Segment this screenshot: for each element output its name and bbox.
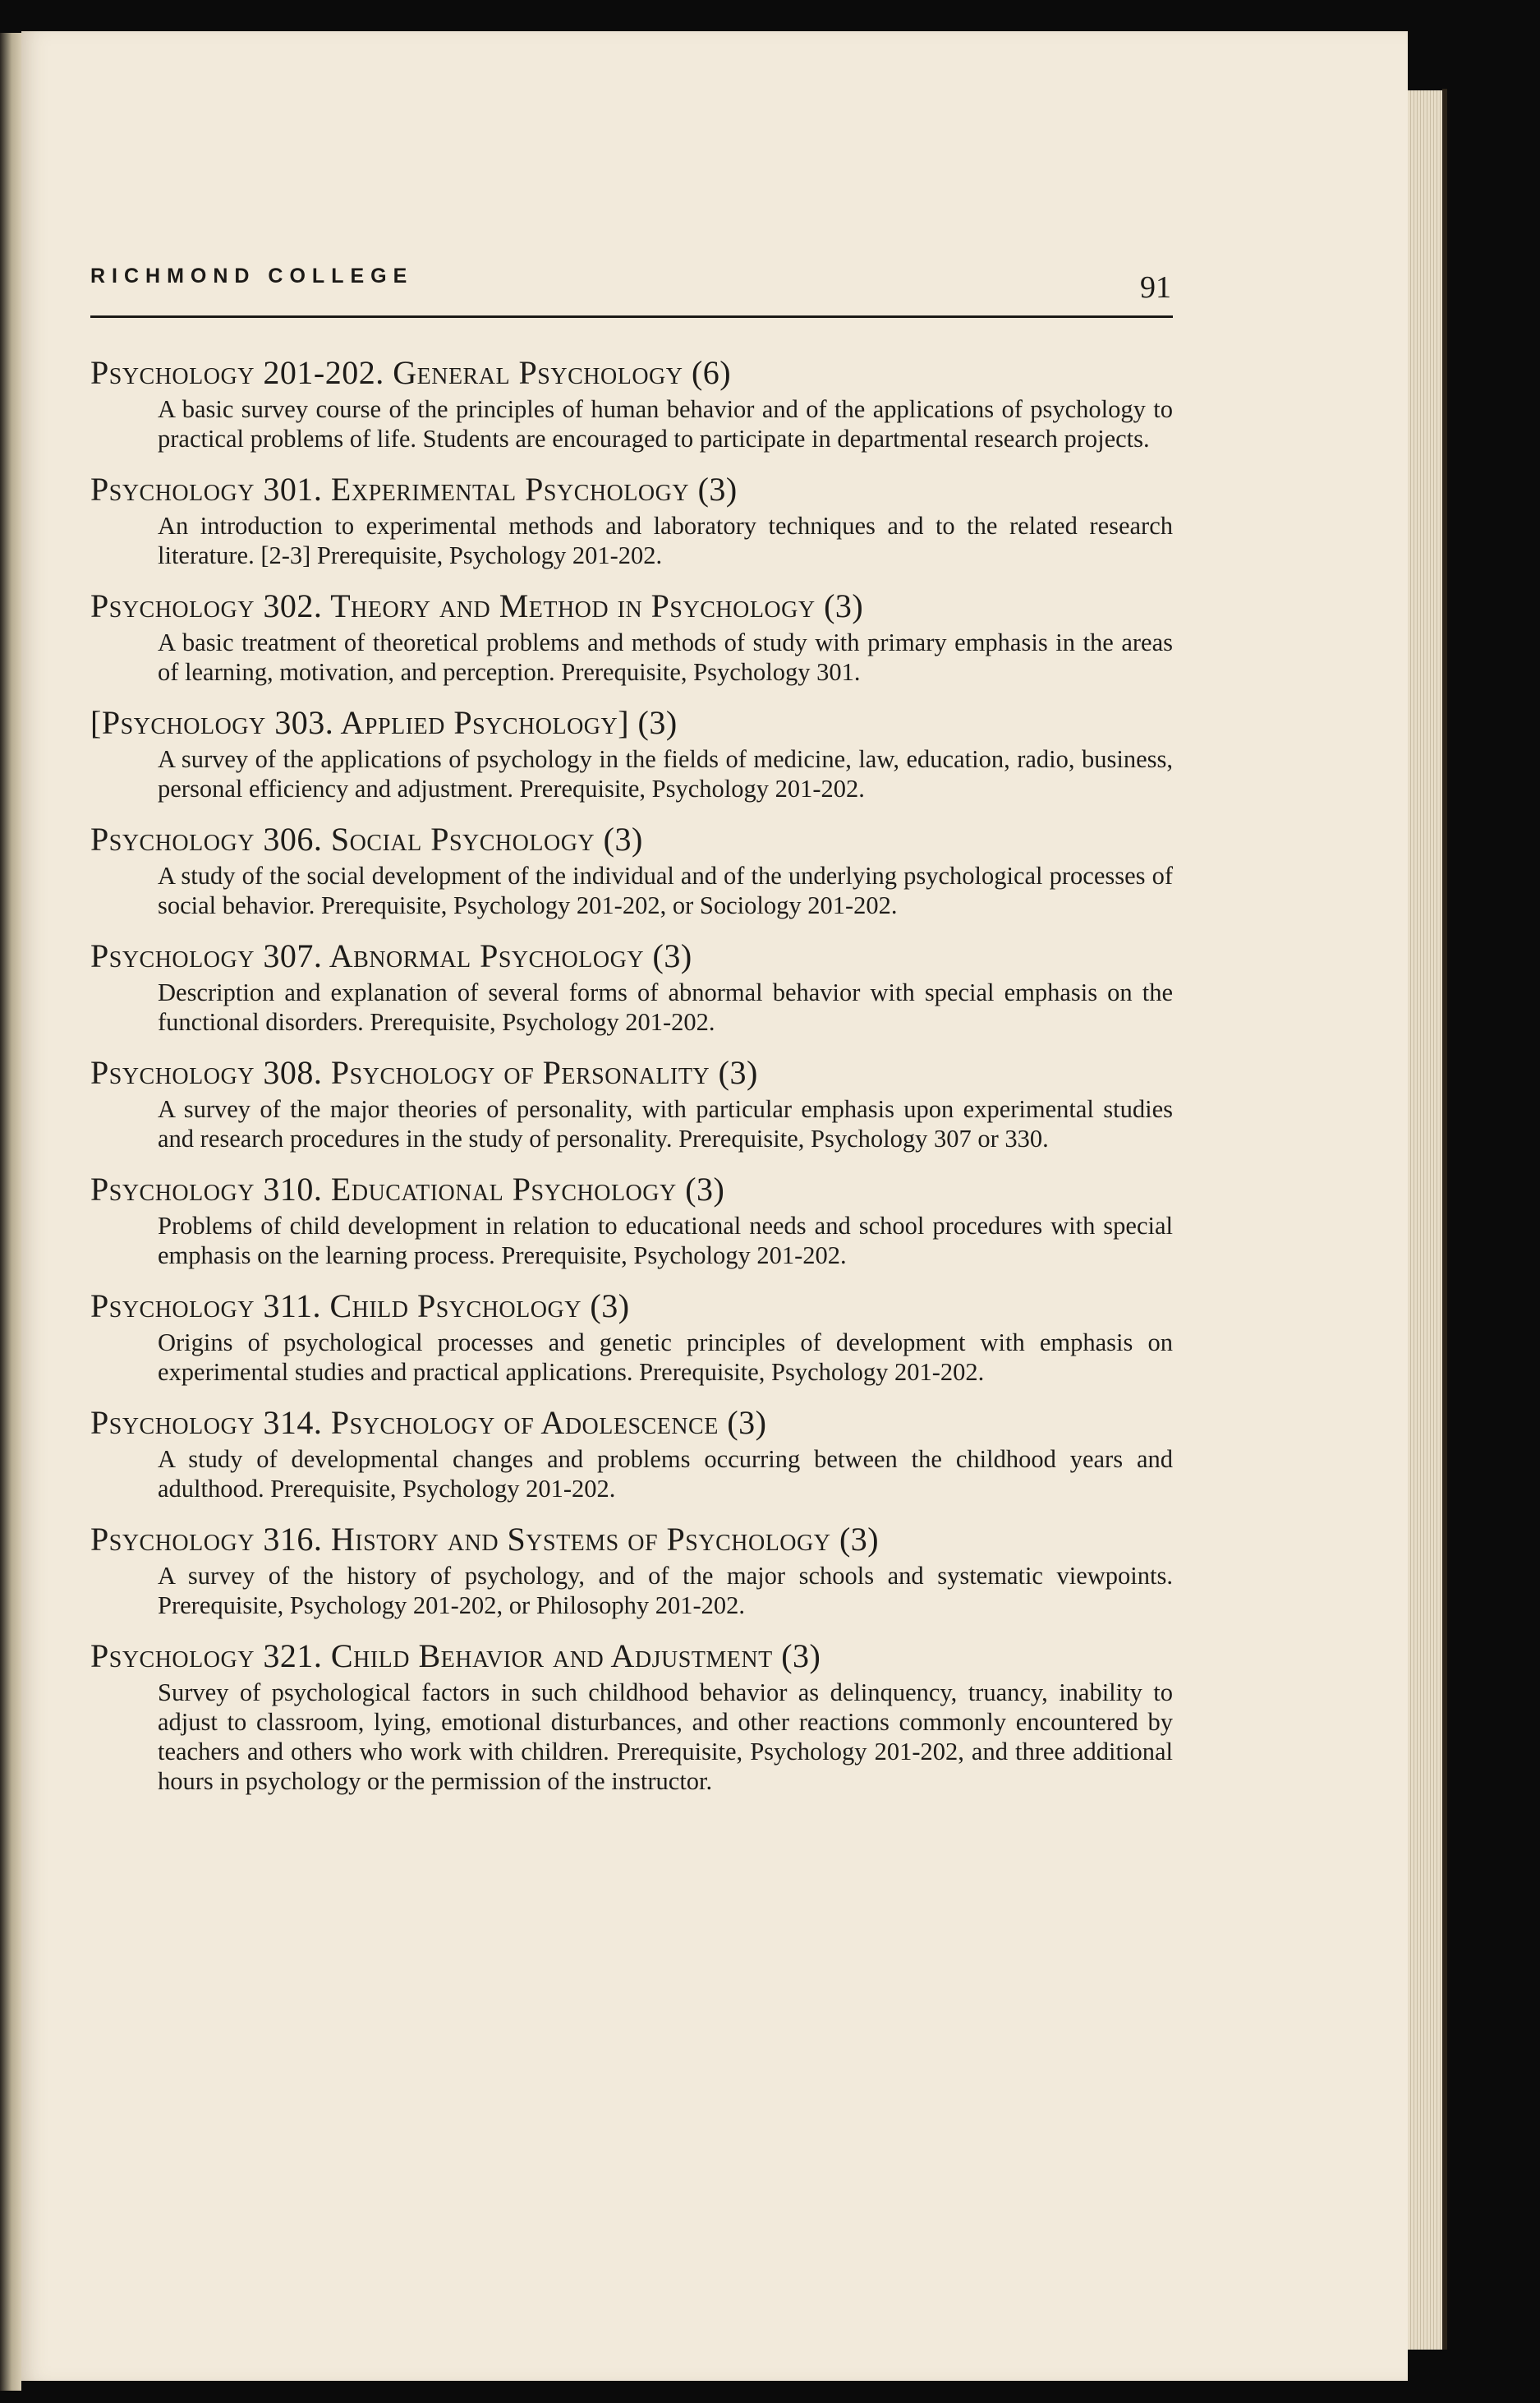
- course-description: Problems of child development in relation to educational needs and school procedures with special emphasis on the learning process. Prerequisite, Psychology 201-202.: [158, 1212, 1173, 1269]
- course-description: An introduction to experimental methods and laboratory techniques and to the related research literature. [2-3] Prerequisite, Psychology 201-202.: [158, 512, 1173, 569]
- course-entry: [90, 1168, 1175, 1270]
- course-entry: [90, 935, 1175, 1037]
- course-title: Psychology 301. Experimental Psychology (3): [90, 471, 738, 508]
- course-description: A survey of the major theories of personality, with particular emphasis upon experimental studies and research procedures in the study of personality. Prerequisite, Psychology 307 or 330.: [158, 1095, 1173, 1153]
- page-number: 91: [1140, 270, 1171, 305]
- course-entry: [90, 1402, 1175, 1503]
- course-description: Description and explanation of several forms of abnormal behavior with special emphasis on the functional disorders. Prerequisite, Psychology 201-202.: [158, 978, 1173, 1036]
- course-entry: [90, 818, 1175, 920]
- course-title: [Psychology 303. Applied Psychology] (3): [90, 704, 678, 741]
- course-entry: [90, 1285, 1175, 1387]
- course-title: Psychology 307. Abnormal Psychology (3): [90, 937, 692, 974]
- course-description: Origins of psychological processes and genetic principles of development with emphasis on experimental studies and practical applications. Prerequisite, Psychology 201-202.: [158, 1328, 1173, 1386]
- course-title: Psychology 308. Psychology of Personality (3): [90, 1054, 758, 1091]
- running-head: [90, 258, 1173, 318]
- book-cover-edge: [1442, 89, 1447, 2350]
- course-entry: [90, 352, 1175, 453]
- course-description: A basic survey course of the principles of human behavior and of the applications of psychology to practical problems of life. Students are encouraged to participate in departmental research projects.: [158, 395, 1173, 453]
- course-title: Psychology 314. Psychology of Adolescence (3): [90, 1404, 767, 1441]
- course-entry: [90, 468, 1175, 570]
- course-entry: [90, 585, 1175, 687]
- course-description: A survey of the history of psychology, and of the major schools and systematic viewpoints. Prerequisite, Psychology 201-202, or Philosophy 201-202.: [158, 1562, 1173, 1619]
- course-title: Psychology 201-202. General Psychology (6): [90, 354, 732, 391]
- course-title: Psychology 316. History and Systems of Psychology (3): [90, 1521, 880, 1558]
- course-title: Psychology 321. Child Behavior and Adjustment (3): [90, 1637, 821, 1674]
- course-description: A basic treatment of theoretical problems and methods of study with primary emphasis in the areas of learning, motivation, and perception. Prerequisite, Psychology 301.: [158, 628, 1173, 686]
- course-title: Psychology 306. Social Psychology (3): [90, 821, 643, 858]
- course-description: A study of developmental changes and problems occurring between the childhood years and adulthood. Prerequisite, Psychology 201-202.: [158, 1445, 1173, 1503]
- course-list: [90, 352, 1175, 1811]
- course-description: A survey of the applications of psychology in the fields of medicine, law, education, radio, business, personal efficiency and adjustment. Prerequisite, Psychology 201-202.: [158, 745, 1173, 803]
- course-entry: [90, 1052, 1175, 1153]
- running-head-title: RICHMOND COLLEGE: [90, 265, 414, 288]
- course-entry: [90, 702, 1175, 803]
- course-description: A study of the social development of the individual and of the underlying psychological processes of social behavior. Prerequisite, Psychology 201-202, or Sociology 201-202.: [158, 862, 1173, 919]
- course-title: Psychology 311. Child Psychology (3): [90, 1287, 630, 1324]
- course-entry: [90, 1518, 1175, 1620]
- course-title: Psychology 302. Theory and Method in Psychology (3): [90, 587, 864, 624]
- page-edges: [1408, 90, 1442, 2350]
- course-title: Psychology 310. Educational Psychology (3): [90, 1171, 725, 1208]
- course-entry: [90, 1635, 1175, 1796]
- book-binding-edge: [0, 33, 21, 2391]
- course-description: Survey of psychological factors in such childhood behavior as delinquency, truancy, inability to adjust to classroom, lying, emotional disturbances, and other reactions commonly encountered by teachers and others who work with children. Prerequisite, Psychology 201-202, and three additional hours in psychology or the permission of the instructor.: [158, 1678, 1173, 1795]
